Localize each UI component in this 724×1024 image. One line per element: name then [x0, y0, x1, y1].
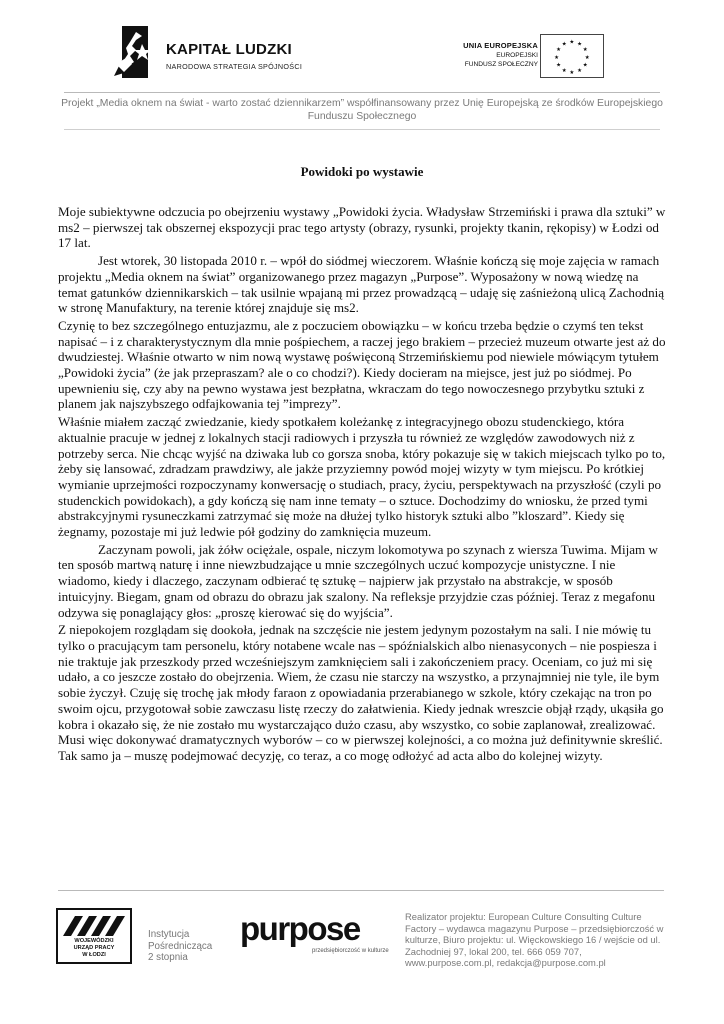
svg-text:★: ★: [569, 70, 575, 77]
document-title: Powidoki po wystawie: [300, 164, 424, 179]
svg-text:★: ★: [561, 41, 567, 48]
project-cofinancing-note: Projekt „Media oknem na świat - warto zostać dziennikarzem” współfinansowany przez Unię Europejską ze środków Europejskiego Funduszu Społecznego: [61, 98, 663, 122]
eu-flag-icon: [540, 34, 604, 78]
eu-logo: [440, 34, 610, 84]
kapital-ludzki-subtitle: NARODOWA STRATEGIA SPÓJNOŚCI: [166, 62, 303, 71]
svg-text:★: ★: [582, 62, 588, 69]
purpose-logo: [240, 910, 390, 966]
header-divider: [64, 92, 660, 93]
institution-line1: Instytucja: [148, 929, 190, 940]
svg-text:★: ★: [554, 54, 560, 61]
kapital-ludzki-logo: [112, 26, 312, 82]
intermediate-institution-label: [148, 929, 212, 964]
paragraph-5: Zaczynam powoli, jak żółw ociężale, ospale, niczym lokomotywa po szynach z wiersza Tuwima. Mijam w ten sposób martwą naturę i inne niewzbudzające u mnie szczególnych uczuć kompozycje unistyczne. I nie wiadomo, kiedy i dlaczego, zaczynam odbierać tę sztukę – najpierw jak przystało na abstrakcje, w sposób intuicyjny. Biegam, gnam od obrazu do obrazu jak szalony. Na refleksje przyjdzie czas później. Teraz z megafonu odzywa się ponaglający głos: „proszę kierować się do wyjścia”.: [58, 541, 658, 620]
document-body: [58, 204, 670, 766]
paragraph-3: Czynię to bez szczególnego entuzjazmu, ale z poczuciem obowiązku – w końcu trzeba będzie o czymś ten tekst napisać – i z charakterystycznym dla mnie pośpiechem, a raczej jego brakiem – przecież muzeum otwarte jest aż do dwudziestej. Właśnie otwarto w nim nową wystawę poświęconą Strzemińskiemu pod niewiele mówiącym tytułem „Powidoki życia” (że jak przepraszam? ale o co chodzi?). Kiedy docieram na miejsce, jest już po siódmej. Po upewnieniu się, czy aby na pewno wystawa jest bezpłatna, wkraczam do tego nowoczesnego przybytku sztuki z planem jak najszybszego odfajkowania tej ”imprezy”.: [58, 317, 666, 412]
purpose-wordmark: purpose: [240, 910, 360, 947]
svg-text:★: ★: [556, 62, 562, 69]
paragraph-1: Moje subiektywne odczucia po obejrzeniu wystawy „Powidoki życia. Władysław Strzemiński i prawa dla sztuki” w ms2 – pierwszej tak obszernej ekspozycji prac tego artysty (obrazy, rysunki, projekty tkanin, rękopisy) w Łodzi od 17 lat.: [58, 204, 666, 251]
wup-emblem-icon: [61, 912, 127, 938]
eu-logo-line3: FUNDUSZ SPOŁECZNY: [464, 61, 538, 68]
project-contractor-info: Realizator projektu: European Culture Consulting Culture Factory – wydawca magazynu Purpose – przedsiębiorczość w kulturze, Biuro projektu: ul. Więckowskiego 16 / wejście od ul. Zachodniej 97, lokal 200, tel. 666 059 707, www.purpose.com.pl, redakcja@purpose.com.pl: [405, 911, 664, 969]
svg-text:★: ★: [584, 54, 590, 61]
eu-logo-line2: EUROPEJSKI: [496, 52, 538, 59]
header-divider-bottom: [64, 129, 660, 130]
paragraph-4: Właśnie miałem zacząć zwiedzanie, kiedy spotkałem koleżankę z integracyjnego obozu studenckiego, która aktualnie pracuje w jednej z lokalnych stacji radiowych i przyszła tu również ze względów zawodowych niż z potrzeby serca. Nie chcąc wyjść na dziwaka lub co gorsza snoba, który pokazuje się w takich miejscach tylko po to, żeby się lansować, zdradzam prawdziwy, ale jakże przyziemny powód mojej wizyty w tym miejscu. Po krótkiej wymianie uprzejmości rozpoczynamy konwersację o studiach, pracy, życiu, perspektywach na przyszłość (czyli po studenckich powidokach), a gdy kończą się nam inne tematy – o sztuce. Dochodzimy do wniosku, że przed tymi abstrakcyjnymi rysuneczkami zatrzymać się może na dłużej tylko historyk sztuki albo ”kloszard”. Kiedy się żegnamy, pozostaje mi już ledwie pół godziny do zamknięcia muzeum.: [58, 414, 666, 540]
institution-line2: Pośrednicząca: [148, 940, 213, 952]
svg-text:★: ★: [569, 39, 575, 46]
svg-text:★: ★: [582, 47, 588, 54]
wup-line3: W ŁODZI: [82, 952, 106, 958]
eu-logo-line1: UNIA EUROPEJSKA: [463, 41, 538, 50]
purpose-tagline: przedsiębiorczość w kulturze: [312, 948, 389, 954]
wup-lodz-logo: [56, 908, 132, 964]
footer-divider: [58, 890, 664, 891]
page-header: [0, 0, 724, 135]
wup-logo-text: [58, 938, 130, 959]
svg-text:★: ★: [577, 68, 583, 75]
wup-line1: WOJEWÓDZKI: [74, 938, 114, 944]
institution-line3: 2 stopnia: [148, 952, 188, 963]
svg-text:★: ★: [556, 47, 562, 54]
svg-text:★: ★: [577, 41, 583, 48]
eu-logo-text: [463, 40, 538, 69]
kapital-ludzki-emblem-icon: [112, 26, 156, 80]
svg-text:★: ★: [561, 68, 567, 75]
paragraph-6: Z niepokojem rozglądam się dookoła, jednak na szczęście nie jestem jedynym pozostałym na sali. I nie mówię tu tylko o pracującym tam personelu, który notabene wcale nas – spóźnialskich albo nienasyconych – nie pospiesza i nie traktuje jak przeszkody przed wcześniejszym zamknięciem sali i zakończeniem pracy. Oceniam, co już mi się udało, a co jeszcze zostało do obejrzenia. Wiem, że czasu nie starczy na wszystko, a przynajmniej nie tyle, ile bym sobie życzył. Czuję się trochę jak młody faraon z opowiadania przerabianego w szkole, który czekając na tron po swoim ojcu, przygotował sobie zawczasu listę rzeczy do załatwienia. Kiedy jednak wreszcie objął rządy, ukąsiła go kobra i okazało się, że nie zostało mu wystarczająco dużo czasu, aby wszystko, co sobie zaplanował, zrealizować. Musi więc dokonywać dramatycznych wyborów – co w pierwszej kolejności, a co można już definitywnie skreślić. Tak samo ja – muszę podejmować decyzję, co teraz, a co mogę odłożyć ad acta albo do kolejnej wizyty.: [58, 622, 664, 763]
kapital-ludzki-title: KAPITAŁ LUDZKI: [166, 41, 292, 58]
paragraph-2: Jest wtorek, 30 listopada 2010 r. – wpół do siódmej wieczorem. Właśnie kończą się moje zajęcia w ramach projektu „Media oknem na świat” organizowanego przez magazyn „Purpose”. Wyposażony w nową wiedzę na temat gatunków dziennikarskich – tak usilnie wpajaną mi przez prowadzącą – udaję się zaśnieżoną ulicą Zachodnią w stronę Manufaktury, na terenie której znajduje się ms2.: [58, 253, 665, 316]
wup-line2: URZĄD PRACY: [73, 945, 115, 951]
